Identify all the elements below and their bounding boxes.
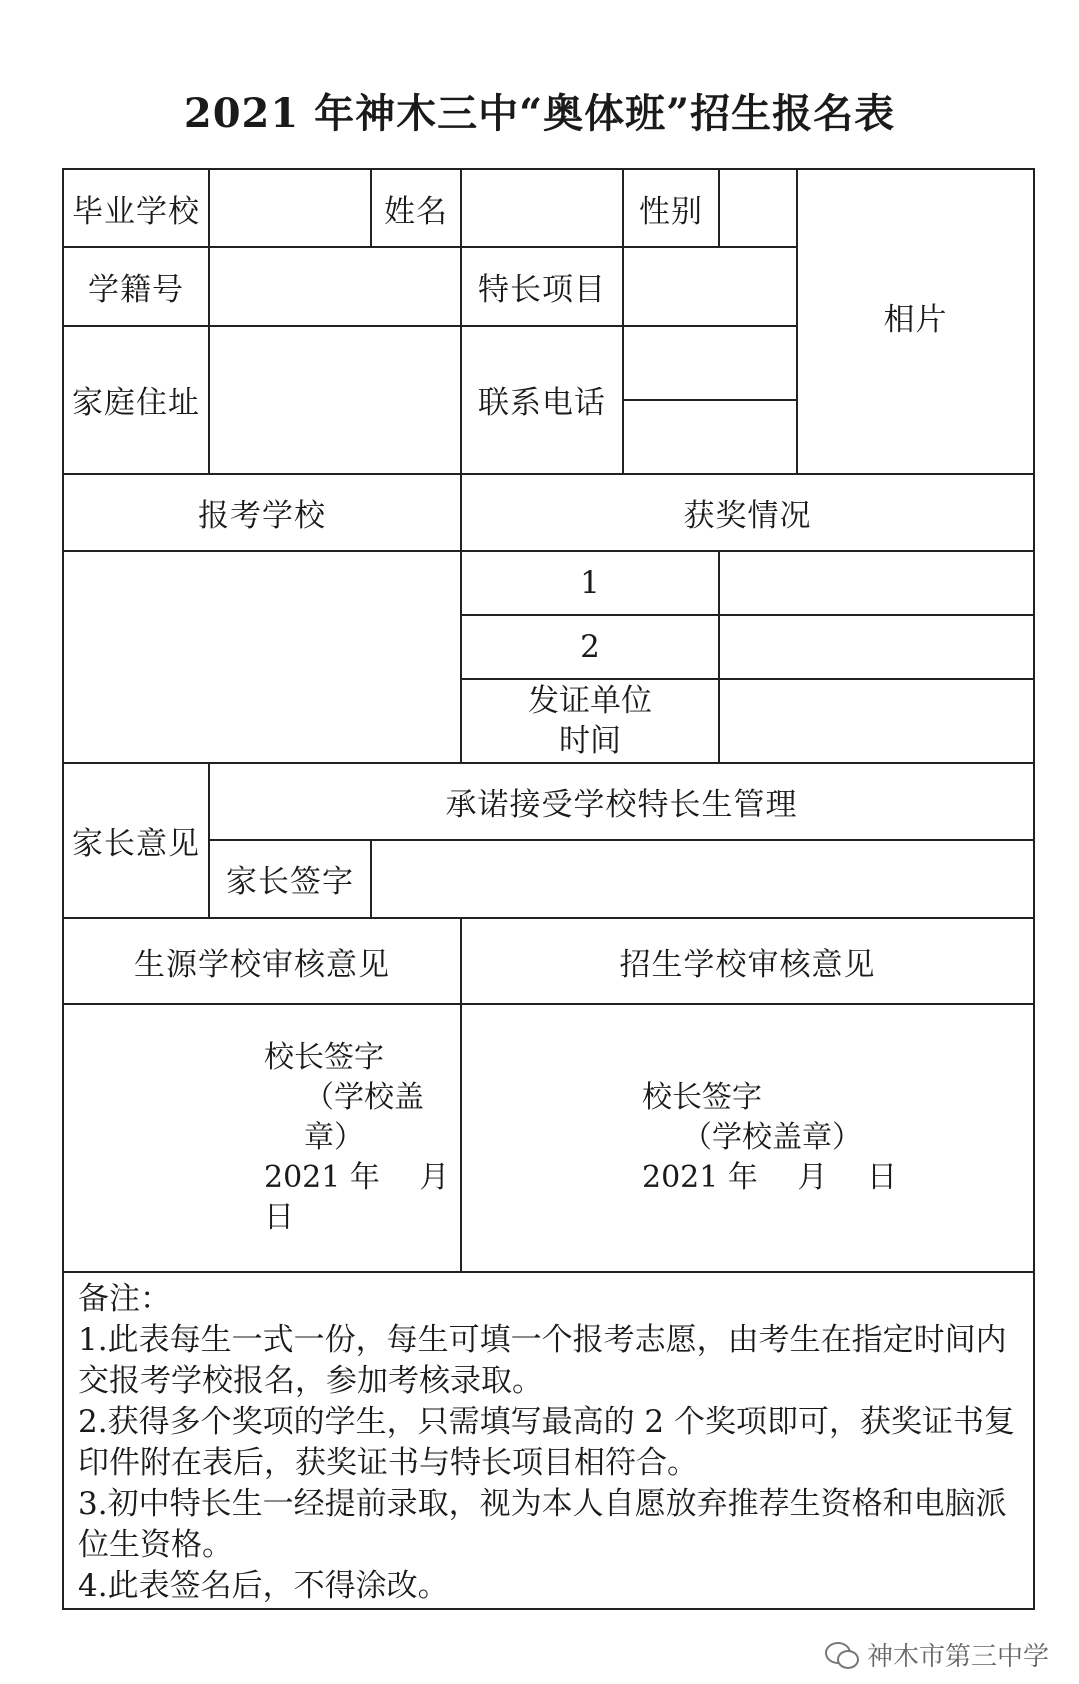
note-item-4: 4.此表签名后，不得涂改。 — [78, 1567, 449, 1604]
principal-sign-label: 校长签字 — [642, 1079, 762, 1115]
admit-school-review-label: 招生学校审核意见 — [461, 918, 1034, 1004]
parent-opinion-label: 家长意见 — [63, 763, 209, 918]
phone-field-1[interactable] — [623, 326, 797, 400]
form-title: 2021 年神木三中“奥体班”招生报名表 — [183, 90, 896, 137]
photo-box: 相片 — [797, 169, 1034, 474]
award-2-field[interactable] — [719, 615, 1034, 679]
gender-field[interactable] — [719, 169, 797, 247]
wechat-icon — [825, 1642, 859, 1668]
home-address-label: 家庭住址 — [63, 326, 209, 475]
student-id-label: 学籍号 — [63, 247, 209, 325]
award-2-index: 2 — [461, 615, 719, 679]
principal-sign-label: 校长签字 — [264, 1039, 384, 1075]
home-address-field[interactable] — [209, 326, 461, 475]
source-signature-block — [264, 1038, 489, 1238]
name-label: 姓名 — [371, 169, 461, 247]
student-id-field[interactable] — [209, 247, 461, 325]
specialty-field[interactable] — [623, 247, 797, 325]
source-school-review-field[interactable] — [63, 1004, 489, 1271]
watermark — [825, 1636, 1049, 1673]
issuer-time-label — [461, 679, 719, 763]
watermark-text: 神木市第三中学 — [866, 1642, 1049, 1672]
name-field[interactable] — [461, 169, 623, 247]
note-item-1: 1.此表每生一式一份，每生可填一个报考志愿，由考生在指定时间内交报考学校报名，参加考核录取。 — [78, 1321, 1007, 1399]
award-1-index: 1 — [461, 551, 719, 615]
notes-section — [63, 1272, 1034, 1610]
graduate-school-field[interactable] — [209, 169, 371, 247]
date-label: 2021 年 月 日 — [264, 1159, 489, 1235]
apply-school-field[interactable] — [63, 551, 461, 764]
commitment-text: 承诺接受学校特长生管理 — [209, 763, 1034, 839]
admit-school-review-field[interactable] — [461, 1004, 1034, 1271]
school-stamp-label: （学校盖章） — [304, 1079, 424, 1155]
time-label: 时间 — [559, 723, 621, 760]
issuer-time-field[interactable] — [719, 679, 1034, 763]
phone-label: 联系电话 — [461, 326, 623, 475]
parent-sign-label: 家长签字 — [209, 840, 371, 918]
specialty-label: 特长项目 — [461, 247, 623, 325]
apply-school-label: 报考学校 — [63, 474, 461, 550]
date-label: 2021 年 月 日 — [642, 1159, 897, 1195]
parent-sign-field[interactable] — [371, 840, 1034, 918]
source-school-review-label: 生源学校审核意见 — [63, 918, 461, 1004]
award-1-field[interactable] — [719, 551, 1034, 615]
registration-form-table — [62, 168, 1035, 1610]
awards-label: 获奖情况 — [461, 474, 1034, 550]
phone-field-2[interactable] — [623, 400, 797, 474]
school-stamp-label: （学校盖章） — [682, 1119, 862, 1155]
admit-signature-block — [642, 1078, 897, 1198]
gender-label: 性别 — [623, 169, 719, 247]
note-item-3: 3.初中特长生一经提前录取，视为本人自愿放弃推荐生资格和电脑派位生资格。 — [78, 1485, 1007, 1563]
notes-heading: 备注： — [78, 1280, 171, 1317]
note-item-2: 2.获得多个奖项的学生，只需填写最高的 2 个奖项即可，获奖证书复印件附在表后，获奖证书与特长项目相符合。 — [78, 1403, 1016, 1481]
graduate-school-label: 毕业学校 — [63, 169, 209, 247]
issuer-label: 发证单位 — [528, 683, 652, 720]
